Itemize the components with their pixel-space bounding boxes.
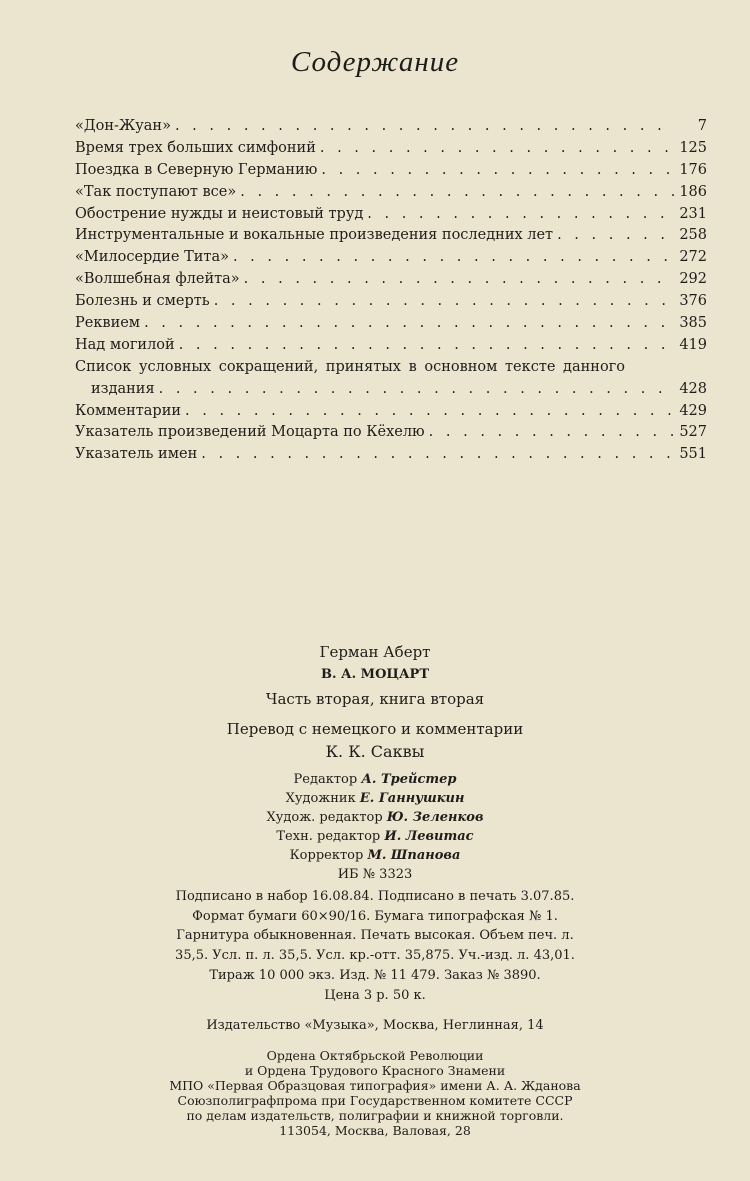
printer-line: Ордена Октябрьской Революции — [266, 1048, 484, 1063]
toc-page: 376 — [679, 293, 707, 310]
leader-dots — [367, 206, 675, 222]
printer-line: по делам издательств, полиграфии и книжной торговли. — [186, 1108, 564, 1123]
printer-line: 113054, Москва, Валовая, 28 — [279, 1123, 471, 1138]
credit-name: И. Левитас — [384, 829, 474, 844]
publisher: Издательство «Музыка», Москва, Неглинная, 14 — [206, 1018, 544, 1033]
table-of-contents — [75, 118, 707, 468]
toc-page: 428 — [679, 380, 707, 397]
toc-entry — [75, 249, 707, 271]
toc-entry — [75, 184, 707, 206]
leader-dots — [201, 446, 675, 462]
credit — [0, 829, 750, 844]
price: Цена 3 р. 50 к. — [324, 988, 426, 1003]
print-line: 35,5. Усл. п. л. 35,5. Усл. кр.-отт. 35,875. Уч.-изд. л. 43,01. — [175, 948, 575, 963]
toc-page: 292 — [679, 271, 707, 288]
toc-entry — [75, 446, 707, 468]
toc-entry — [75, 403, 707, 425]
toc-label: Список условных сокращений, принятых в основном тексте данного — [75, 358, 625, 375]
part: Часть вторая, книга вторая — [265, 690, 485, 708]
translator: К. К. Саквы — [325, 742, 425, 761]
book-title: В. А. МОЦАРТ — [321, 667, 429, 682]
credit-name: М. Шпанова — [367, 848, 461, 863]
leader-dots — [240, 184, 675, 200]
leader-dots — [320, 140, 675, 156]
toc-page: 7 — [697, 118, 707, 134]
toc-entry — [75, 162, 707, 184]
credit-role: Художник — [285, 791, 356, 806]
toc-page: 551 — [679, 446, 707, 463]
credit-role: Корректор — [289, 848, 364, 863]
printer-line: МПО «Первая Образцовая типография» имени А. А. Жданова — [169, 1078, 581, 1093]
toc-label: Инструментальные и вокальные произведения последних лет — [75, 227, 554, 244]
toc-page: 385 — [679, 315, 707, 332]
credit — [0, 791, 750, 806]
credit-name: Е. Ганнушкин — [359, 791, 465, 806]
credit-role: Редактор — [293, 772, 358, 787]
toc-entry — [75, 359, 707, 381]
toc-label: Указатель произведений Моцарта по Кёхелю — [75, 424, 425, 441]
credit-name: А. Трейстер — [361, 772, 457, 787]
toc-label: Поездка в Северную Германию — [75, 161, 318, 178]
author: Герман Аберт — [319, 643, 431, 661]
toc-page: 231 — [679, 205, 707, 222]
toc-page: 125 — [679, 139, 707, 156]
leader-dots — [244, 271, 675, 287]
credit-role: Техн. редактор — [276, 829, 381, 844]
toc-label: «Так поступают все» — [75, 183, 237, 200]
print-line: Формат бумаги 60×90/16. Бумага типографская № 1. — [192, 909, 558, 924]
print-line: Подписано в набор 16.08.84. Подписано в печать 3.07.85. — [175, 889, 575, 904]
printer-line: Союзполиграфпрома при Государственном комитете СССР — [177, 1093, 573, 1108]
leader-dots — [175, 118, 675, 134]
toc-entry — [75, 206, 707, 228]
toc-page: 419 — [679, 336, 707, 353]
credit — [0, 772, 750, 787]
toc-label: Над могилой — [75, 336, 175, 353]
toc-label: «Волшебная флейта» — [75, 271, 240, 288]
ib-number: ИБ № 3323 — [337, 867, 413, 882]
print-line: Гарнитура обыкновенная. Печать высокая. Объем печ. л. — [176, 928, 574, 943]
credit-name: Ю. Зеленков — [386, 810, 484, 825]
toc-label: «Милосердие Тита» — [75, 249, 229, 266]
leader-dots — [557, 227, 675, 243]
leader-dots — [144, 315, 675, 331]
toc-entry — [75, 315, 707, 337]
toc-entry — [75, 140, 707, 162]
leader-dots — [214, 293, 675, 309]
toc-label: Указатель имен — [75, 446, 198, 463]
toc-page: 527 — [679, 424, 707, 441]
credit — [0, 848, 750, 863]
leader-dots — [321, 162, 675, 178]
toc-entry-continued — [75, 381, 707, 403]
toc-entry — [75, 227, 707, 249]
toc-page: 258 — [679, 227, 707, 244]
leader-dots — [179, 337, 675, 353]
toc-label: Комментарии — [75, 402, 182, 419]
leader-dots — [233, 249, 675, 265]
toc-label: Обострение нужды и неистовый труд — [75, 205, 364, 222]
leader-dots — [429, 424, 675, 440]
toc-label: Реквием — [75, 315, 141, 332]
toc-entry — [75, 293, 707, 315]
toc-page: 429 — [679, 402, 707, 419]
toc-page: 272 — [679, 249, 707, 266]
toc-entry — [75, 118, 707, 140]
toc-entry — [75, 337, 707, 359]
toc-label: «Дон-Жуан» — [75, 118, 171, 134]
leader-dots — [185, 403, 675, 419]
toc-page: 176 — [679, 161, 707, 178]
toc-entry — [75, 271, 707, 293]
credit — [0, 810, 750, 825]
translation: Перевод с немецкого и комментарии — [226, 720, 524, 738]
printer-line: и Ордена Трудового Красного Знамени — [244, 1063, 506, 1078]
toc-label: издания — [91, 380, 155, 397]
print-line: Тираж 10 000 экз. Изд. № 11 479. Заказ № 3890. — [209, 968, 541, 983]
toc-label: Время трех больших симфоний — [75, 139, 316, 156]
toc-page: 186 — [679, 183, 707, 200]
toc-entry — [75, 424, 707, 446]
toc-label: Болезнь и смерть — [75, 293, 210, 310]
page-title: Содержание — [290, 46, 460, 78]
credit-role: Худож. редактор — [266, 810, 383, 825]
leader-dots — [159, 381, 675, 397]
